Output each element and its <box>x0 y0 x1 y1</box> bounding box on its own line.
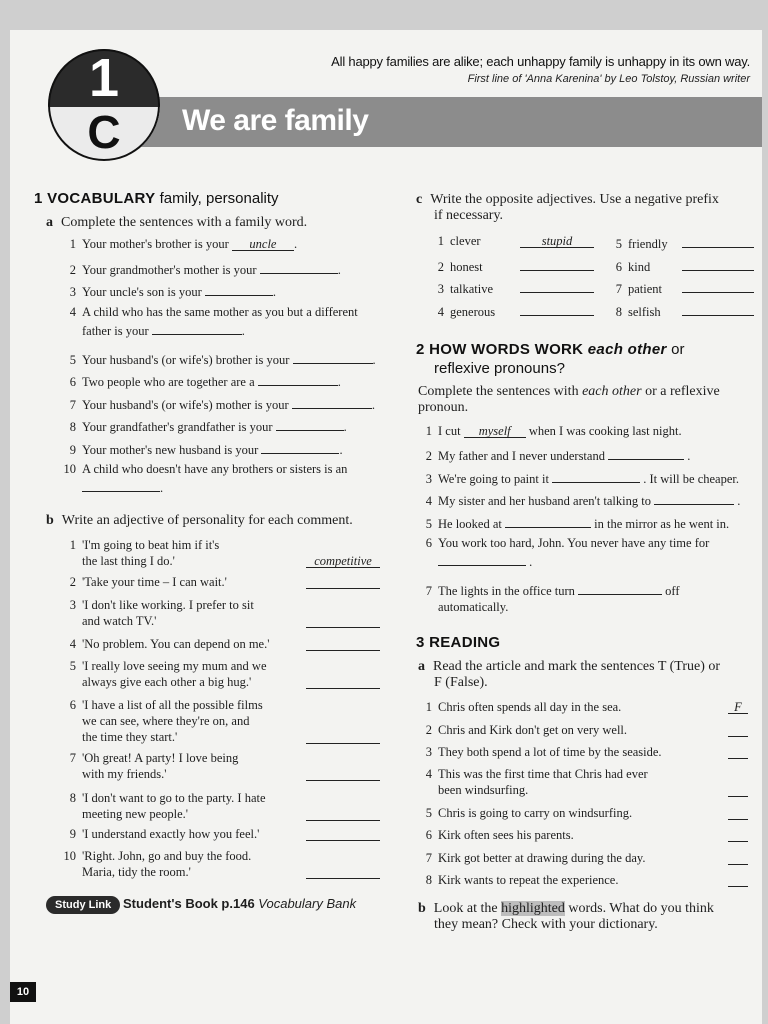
item-number: 10 <box>63 849 76 863</box>
item-text: Your husband's (or wife's) mother is your <box>82 398 292 412</box>
answer-blank[interactable]: stupid <box>520 233 594 248</box>
opposite-adjective-item <box>430 256 594 275</box>
comment-line: 'I don't like working. I prefer to sit <box>82 598 254 612</box>
pronoun-item <box>418 423 758 439</box>
item-text: We're going to paint it <box>438 472 553 486</box>
answer-blank[interactable] <box>306 613 380 628</box>
statement-text <box>418 722 748 738</box>
vocab-a-item <box>62 461 402 496</box>
item-number: 2 <box>69 575 76 589</box>
true-false-item <box>418 850 748 866</box>
workbook-page <box>10 30 762 1024</box>
true-false-item <box>418 827 748 843</box>
answer-blank[interactable] <box>520 278 594 293</box>
item-number: 7 <box>425 584 432 598</box>
answer-blank[interactable] <box>728 782 748 797</box>
pronoun-item <box>418 513 758 532</box>
item-text: Two people who are together are a <box>82 375 258 389</box>
statement-line: Chris and Kirk don't get on very well. <box>438 723 628 737</box>
item-number: 4 <box>425 767 432 781</box>
item-end: . <box>337 263 341 277</box>
item-end: . <box>339 443 343 457</box>
item-number: 5 <box>425 517 432 531</box>
opposite-adjective-item <box>430 301 594 320</box>
answer-blank[interactable] <box>306 574 380 589</box>
opposite-adjective-item <box>608 256 754 275</box>
comment-line: 'Take your time – I can wait.' <box>82 575 227 589</box>
item-number: 7 <box>69 751 76 765</box>
base-word: friendly <box>628 237 668 251</box>
answer-blank[interactable] <box>306 674 380 689</box>
statement-text <box>418 766 748 798</box>
opposite-adjective-item <box>430 233 594 249</box>
base-word: clever <box>450 234 481 248</box>
pronoun-item <box>418 535 758 570</box>
item-number: 6 <box>69 698 76 712</box>
comment-line: the time they start.' <box>82 730 178 744</box>
item-after: . <box>734 494 741 508</box>
answer-blank[interactable] <box>82 477 160 492</box>
answer-blank[interactable] <box>438 551 526 566</box>
answer-blank[interactable] <box>276 416 344 431</box>
item-number: 3 <box>69 285 76 299</box>
item-number: 4 <box>437 305 444 319</box>
opposite-adjective-item <box>608 233 754 252</box>
comment-line: 'Oh great! A party! I love being <box>82 751 239 765</box>
item-number: 1 <box>69 538 76 552</box>
answer-blank[interactable] <box>728 872 748 887</box>
item-number: 3 <box>437 282 444 296</box>
exercise-1a-instruction: a Complete the sentences with a family word. <box>46 215 308 230</box>
item-after: off <box>662 584 680 598</box>
vocab-a-item <box>62 394 402 413</box>
item-text: Your grandfather's grandfather is your <box>82 420 276 434</box>
item-number: 8 <box>69 420 76 434</box>
answer-blank[interactable] <box>682 301 754 316</box>
item-end: . <box>241 324 245 338</box>
item-number: 8 <box>615 305 622 319</box>
section-reading-heading: 3 READING <box>416 634 501 651</box>
statement-line: Kirk often sees his parents. <box>438 828 574 842</box>
comment-line: 'I understand exactly how you feel.' <box>82 827 260 841</box>
exercise-2-instruction: Complete the sentences with each other or a reflexive pronoun. <box>418 384 720 415</box>
answer-blank[interactable] <box>261 439 339 454</box>
item-number: 3 <box>69 598 76 612</box>
answer-blank[interactable] <box>306 766 380 781</box>
item-text: Your uncle's son is your <box>82 285 205 299</box>
opposite-adjective-item <box>608 278 754 297</box>
item-text: You work too hard, John. You never have any time for <box>438 536 710 550</box>
base-word: talkative <box>450 282 494 296</box>
item-after: when I was cooking last night. <box>525 424 682 438</box>
item-after: . <box>684 449 691 463</box>
item-number: 10 <box>63 462 76 476</box>
item-number: 2 <box>425 449 432 463</box>
comment-line: 'Right. John, go and buy the food. <box>82 849 252 863</box>
exercise-1c-instruction: c Write the opposite adjectives. Use a negative prefix if necessary. <box>416 192 719 223</box>
pronoun-item <box>418 580 758 615</box>
item-number: 5 <box>425 806 432 820</box>
statement-text <box>418 872 748 888</box>
answer-blank[interactable] <box>306 806 380 821</box>
comment-line: always give each other a big hug.' <box>82 675 252 689</box>
vocab-b-item <box>62 537 382 569</box>
comment-line: 'I don't want to go to the party. I hate <box>82 791 266 805</box>
vocab-b-item <box>62 636 382 652</box>
item-end: . <box>272 285 276 299</box>
item-number: 3 <box>425 745 432 759</box>
statement-text <box>418 744 748 760</box>
item-number: 6 <box>425 536 432 550</box>
item-number: 1 <box>425 700 432 714</box>
comment-line: we can see, where they're on, and <box>82 714 250 728</box>
answer-blank[interactable] <box>205 281 273 296</box>
item-number: 3 <box>425 472 432 486</box>
item-text-continued: automatically. <box>438 600 509 614</box>
statement-text <box>418 805 748 821</box>
statement-line: This was the first time that Chris had ever <box>438 767 648 781</box>
item-number: 7 <box>425 851 432 865</box>
item-number: 4 <box>425 494 432 508</box>
item-end: . <box>337 375 341 389</box>
true-false-item <box>418 805 748 821</box>
item-number: 2 <box>69 263 76 277</box>
page-number: 10 <box>10 982 36 1002</box>
item-after: in the mirror as he went in. <box>591 517 730 531</box>
answer-blank[interactable] <box>152 320 242 335</box>
section-how-words-work-heading: 2 HOW WORDS WORK each other or reflexive pronouns? <box>416 341 685 377</box>
item-text: My father and I never understand <box>438 449 609 463</box>
answer-blank[interactable]: F <box>728 699 748 714</box>
item-number: 4 <box>69 637 76 651</box>
item-text: A child who doesn't have any brothers or sisters is an <box>82 462 348 476</box>
answer-blank[interactable] <box>293 349 373 364</box>
vocab-a-item <box>62 349 402 368</box>
answer-blank[interactable] <box>682 256 754 271</box>
statement-line: been windsurfing. <box>438 783 529 797</box>
statement-line: Kirk got better at drawing during the day. <box>438 851 646 865</box>
comment-line: the last thing I do.' <box>82 554 175 568</box>
answer-blank[interactable] <box>306 864 380 879</box>
true-false-item <box>418 872 748 888</box>
answer-blank[interactable] <box>505 513 591 528</box>
answer-blank[interactable] <box>552 468 640 483</box>
statement-text <box>418 827 748 843</box>
item-text-continued: father is your <box>82 324 152 338</box>
highlighted-word: highlighted <box>501 901 565 916</box>
item-number: 2 <box>437 260 444 274</box>
item-end: . <box>371 398 375 412</box>
vocab-b-item <box>62 697 382 745</box>
answer-blank[interactable] <box>728 744 748 759</box>
item-text: Your mother's new husband is your <box>82 443 262 457</box>
item-number: 9 <box>69 827 76 841</box>
item-number: 1 <box>437 234 444 248</box>
answer-blank[interactable] <box>608 445 684 460</box>
item-number: 1 <box>425 424 432 438</box>
comment-line: 'No problem. You can depend on me.' <box>82 637 270 651</box>
answer-blank[interactable] <box>728 805 748 820</box>
answer-blank[interactable] <box>520 301 594 316</box>
answer-blank[interactable] <box>306 636 380 651</box>
comment-line: Maria, tidy the room.' <box>82 865 191 879</box>
page-title: We are family <box>182 104 369 137</box>
vocab-b-item <box>62 574 382 590</box>
item-end: . <box>372 353 376 367</box>
item-text: My sister and her husband aren't talking to <box>438 494 655 508</box>
indent <box>62 481 82 495</box>
vocab-a-item <box>62 439 402 458</box>
answer-blank[interactable] <box>306 729 380 744</box>
answer-blank[interactable] <box>306 826 380 841</box>
statement-line: Chris often spends all day in the sea. <box>438 700 622 714</box>
item-number: 7 <box>69 398 76 412</box>
item-end: . <box>343 420 347 434</box>
vocab-a-item <box>62 304 402 339</box>
base-word: kind <box>628 260 651 274</box>
indent <box>418 555 438 569</box>
item-number: 6 <box>69 375 76 389</box>
answer-blank[interactable]: myself <box>464 423 526 438</box>
item-number: 6 <box>425 828 432 842</box>
vocab-a-item <box>62 281 402 300</box>
vocab-b-item <box>62 790 382 822</box>
vocab-a-item <box>62 371 402 390</box>
vocab-a-item <box>62 416 402 435</box>
statement-text <box>418 850 748 866</box>
true-false-item <box>418 722 748 738</box>
comment-line: 'I have a list of all the possible films <box>82 698 263 712</box>
vocab-a-item <box>62 259 402 278</box>
exercise-3a-instruction: a Read the article and mark the sentences T (True) or F (False). <box>418 659 721 690</box>
vocab-b-item <box>62 750 382 782</box>
true-false-item <box>418 766 748 798</box>
answer-blank[interactable] <box>682 233 754 248</box>
opposite-adjective-item <box>608 301 754 320</box>
item-number: 7 <box>615 282 622 296</box>
statement-line: Chris is going to carry on windsurfing. <box>438 806 633 820</box>
item-after: . It will be cheaper. <box>640 472 739 486</box>
item-number: 5 <box>69 659 76 673</box>
answer-blank[interactable] <box>260 259 338 274</box>
comment-line: 'I'm going to beat him if it's <box>82 538 220 552</box>
comment-line: and watch TV.' <box>82 614 157 628</box>
item-end: . <box>160 481 164 495</box>
study-link-badge: Study Link <box>46 896 120 914</box>
item-text: A child who has the same mother as you but a different <box>82 305 358 319</box>
vocab-b-item <box>62 848 382 880</box>
pronoun-item <box>418 445 758 464</box>
statement-text <box>418 699 748 715</box>
vocab-b-item <box>62 826 382 842</box>
item-end: . <box>293 237 298 251</box>
item-text: I cut <box>438 424 464 438</box>
item-number: 8 <box>425 873 432 887</box>
students-book-reference: Student's Book p.146 Vocabulary Bank <box>123 896 357 911</box>
quote-attribution: First line of 'Anna Karenina' by Leo Tolstoy, Russian writer <box>467 73 750 85</box>
pronoun-item <box>418 468 758 487</box>
answer-blank[interactable] <box>682 278 754 293</box>
item-number: 4 <box>69 305 76 319</box>
answer-blank[interactable] <box>728 850 748 865</box>
quote-text: All happy families are alike; each unhappy family is unhappy in its own way. <box>331 54 750 69</box>
answer-blank[interactable] <box>578 580 662 595</box>
vocab-a-item <box>62 236 402 252</box>
base-word: patient <box>628 282 663 296</box>
item-number: 5 <box>69 353 76 367</box>
true-false-item <box>418 699 748 715</box>
statement-line: Kirk wants to repeat the experience. <box>438 873 619 887</box>
answer-blank[interactable] <box>292 394 372 409</box>
answer-blank[interactable]: competitive <box>306 553 380 568</box>
vocab-b-item <box>62 658 382 690</box>
item-number: 1 <box>69 237 76 251</box>
statement-line: They both spend a lot of time by the seaside. <box>438 745 662 759</box>
opposite-adjective-item <box>430 278 594 297</box>
comment-line: 'I really love seeing my mum and we <box>82 659 267 673</box>
base-word: generous <box>450 305 496 319</box>
comment-line: meeting new people.' <box>82 807 189 821</box>
item-number: 8 <box>69 791 76 805</box>
pronoun-item <box>418 490 758 509</box>
comment-line: with my friends.' <box>82 767 167 781</box>
item-text: The lights in the office turn <box>438 584 579 598</box>
answer-blank[interactable] <box>258 371 338 386</box>
unit-letter: C <box>87 106 121 158</box>
item-number: 6 <box>615 260 622 274</box>
answer-blank[interactable]: uncle <box>232 236 294 251</box>
item-text: Your grandmother's mother is your <box>82 263 260 277</box>
answer-blank[interactable] <box>728 722 748 737</box>
unit-badge <box>48 49 160 161</box>
answer-blank[interactable] <box>520 256 594 271</box>
item-number: 9 <box>69 443 76 457</box>
exercise-1b-instruction: b Write an adjective of personality for each comment. <box>46 513 353 528</box>
answer-blank[interactable] <box>728 827 748 842</box>
item-number: 5 <box>615 237 622 251</box>
exercise-3b-instruction: b Look at the highlighted words. What do you think they mean? Check with your dictionary. <box>418 901 714 932</box>
base-word: selfish <box>628 305 661 319</box>
unit-number: 1 <box>88 49 120 108</box>
item-text: Your mother's brother is your <box>82 237 232 251</box>
true-false-item <box>418 744 748 760</box>
vocab-b-item <box>62 597 382 629</box>
answer-blank[interactable] <box>654 490 734 505</box>
base-word: honest <box>450 260 483 274</box>
epigraph <box>331 54 750 85</box>
item-after: . <box>526 555 533 569</box>
item-number: 2 <box>425 723 432 737</box>
section-vocabulary-heading: 1 VOCABULARY family, personality <box>34 190 279 207</box>
item-text: Your husband's (or wife's) brother is your <box>82 353 293 367</box>
item-text: He looked at <box>438 517 505 531</box>
